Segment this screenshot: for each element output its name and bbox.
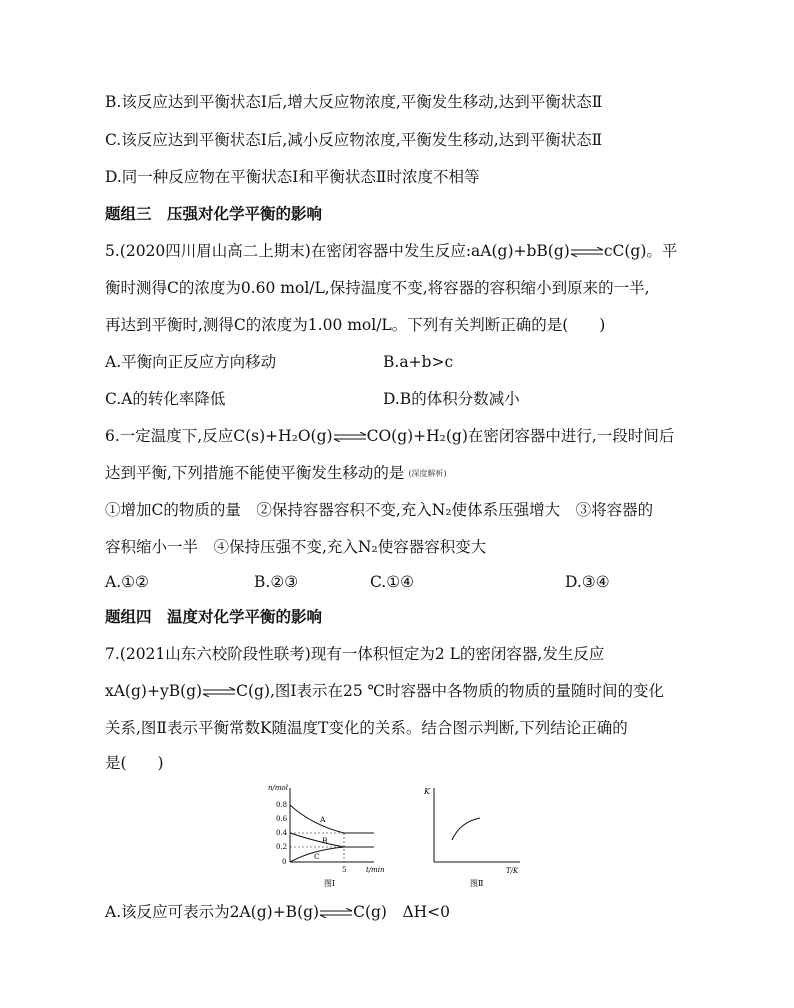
q7-stem-a: xA(g)+yB(g) xyxy=(105,682,203,700)
fig1-ytick-0.6: 0.6 xyxy=(276,815,288,823)
fig2-ylabel: K xyxy=(424,787,430,796)
fig1-curve-a xyxy=(290,805,374,833)
q7-stem-line4: 是( ) xyxy=(105,754,164,772)
fig1-caption: 图Ⅰ xyxy=(324,879,336,888)
fig1-ytick-0.2: 0.2 xyxy=(276,843,288,851)
equilibrium-arrow-icon xyxy=(333,432,367,442)
q5-stem-b: cC(g)。平 xyxy=(603,242,678,260)
q5-stem-line1 xyxy=(105,241,677,261)
q7-stem-line2 xyxy=(105,681,664,701)
fig1-curve-label-a: A xyxy=(320,815,326,824)
q5-option-a: A.平衡向正反应方向移动 xyxy=(105,353,277,371)
q6-stem-b: CO(g)+H₂(g)在密闭容器中进行,一段时间后 xyxy=(366,427,675,445)
q6-option-d: D.③④ xyxy=(565,573,610,591)
fig1-ytick-0: 0 xyxy=(282,858,287,866)
q5-option-b: B.a+b>c xyxy=(383,353,454,371)
equilibrium-arrow-icon xyxy=(202,687,236,697)
q6-option-a: A.①② xyxy=(105,573,149,591)
equilibrium-arrow-icon xyxy=(319,908,353,918)
q7-option-a-part1: A.该反应可表示为2A(g)+B(g) xyxy=(105,903,320,921)
fig1-ytick-0.4: 0.4 xyxy=(276,829,288,837)
q6-stem-a: 6.一定温度下,反应C(s)+H₂O(g) xyxy=(105,427,333,445)
fig1-xlabel: t/min xyxy=(366,866,385,874)
fig1-xtick-5: 5 xyxy=(342,866,347,874)
q6-stem-line2 xyxy=(105,463,447,484)
fig2-caption: 图Ⅱ xyxy=(470,879,484,888)
q6-option-c: C.①④ xyxy=(370,573,415,591)
q5-option-d: D.B的体积分数减小 xyxy=(383,390,520,408)
q5-option-c: C.A的转化率降低 xyxy=(105,390,226,408)
option-c-text: C.该反应达到平衡状态Ⅰ后,减小反应物浓度,平衡发生移动,达到平衡状态Ⅱ xyxy=(105,131,603,149)
q7-stem-line1: 7.(2021山东六校阶段性联考)现有一体积恒定为2 L的密闭容器,发生反应 xyxy=(105,645,605,663)
option-b-text: B.该反应达到平衡状态Ⅰ后,增大反应物浓度,平衡发生移动,达到平衡状态Ⅱ xyxy=(105,93,603,111)
q5-stem-a: 5.(2020四川眉山高二上期末)在密闭容器中发生反应:aA(g)+bB(g) xyxy=(105,242,570,260)
figure-2-chart xyxy=(420,780,530,892)
q7-option-a-part2: C(g) ΔH<0 xyxy=(353,903,451,921)
q7-option-a xyxy=(105,902,450,922)
equilibrium-arrow-icon xyxy=(570,247,604,257)
group3-heading: 题组三 压强对化学平衡的影响 xyxy=(105,205,323,223)
fig2-curve-k xyxy=(452,818,480,840)
figure-1-chart xyxy=(262,780,392,892)
group4-heading: 题组四 温度对化学平衡的影响 xyxy=(105,608,323,626)
q7-stem-b: C(g),图Ⅰ表示在25 ℃时容器中各物质的物质的量随时间的变化 xyxy=(236,682,665,700)
fig1-curve-label-b: B xyxy=(322,836,328,845)
q6-stem-line3: ①增加C的物质的量 ②保持容器容积不变,充入N₂使体系压强增大 ③将容器的 xyxy=(105,501,654,519)
fig1-ytick-0.8: 0.8 xyxy=(276,801,288,809)
fig2-xlabel: T/K xyxy=(506,867,519,875)
q7-stem-line3: 关系,图Ⅱ表示平衡常数K随温度T变化的关系。结合图示判断,下列结论正确的 xyxy=(105,719,628,737)
fig1-curve-b xyxy=(290,833,374,847)
q6-option-b: B.②③ xyxy=(254,573,299,591)
fig1-curve-label-c: C xyxy=(314,852,320,861)
q5-stem-line2: 衡时测得C的浓度为0.60 mol/L,保持温度不变,将容器的容积缩小到原来的一半, xyxy=(105,279,650,297)
q6-stem-text: 达到平衡,下列措施不能使平衡发生移动的是 xyxy=(105,464,405,482)
q6-stem-line1 xyxy=(105,426,674,446)
q6-analysis-tag: (深度解析) xyxy=(408,469,447,478)
fig1-ylabel: n/mol xyxy=(268,784,288,792)
q6-stem-line4: 容积缩小一半 ④保持压强不变,充入N₂使容器容积变大 xyxy=(105,538,487,556)
q5-stem-line3: 再达到平衡时,测得C的浓度为1.00 mol/L。下列有关判断正确的是( ) xyxy=(105,316,606,334)
option-d-text: D.同一种反应物在平衡状态Ⅰ和平衡状态Ⅱ时浓度不相等 xyxy=(105,168,480,186)
